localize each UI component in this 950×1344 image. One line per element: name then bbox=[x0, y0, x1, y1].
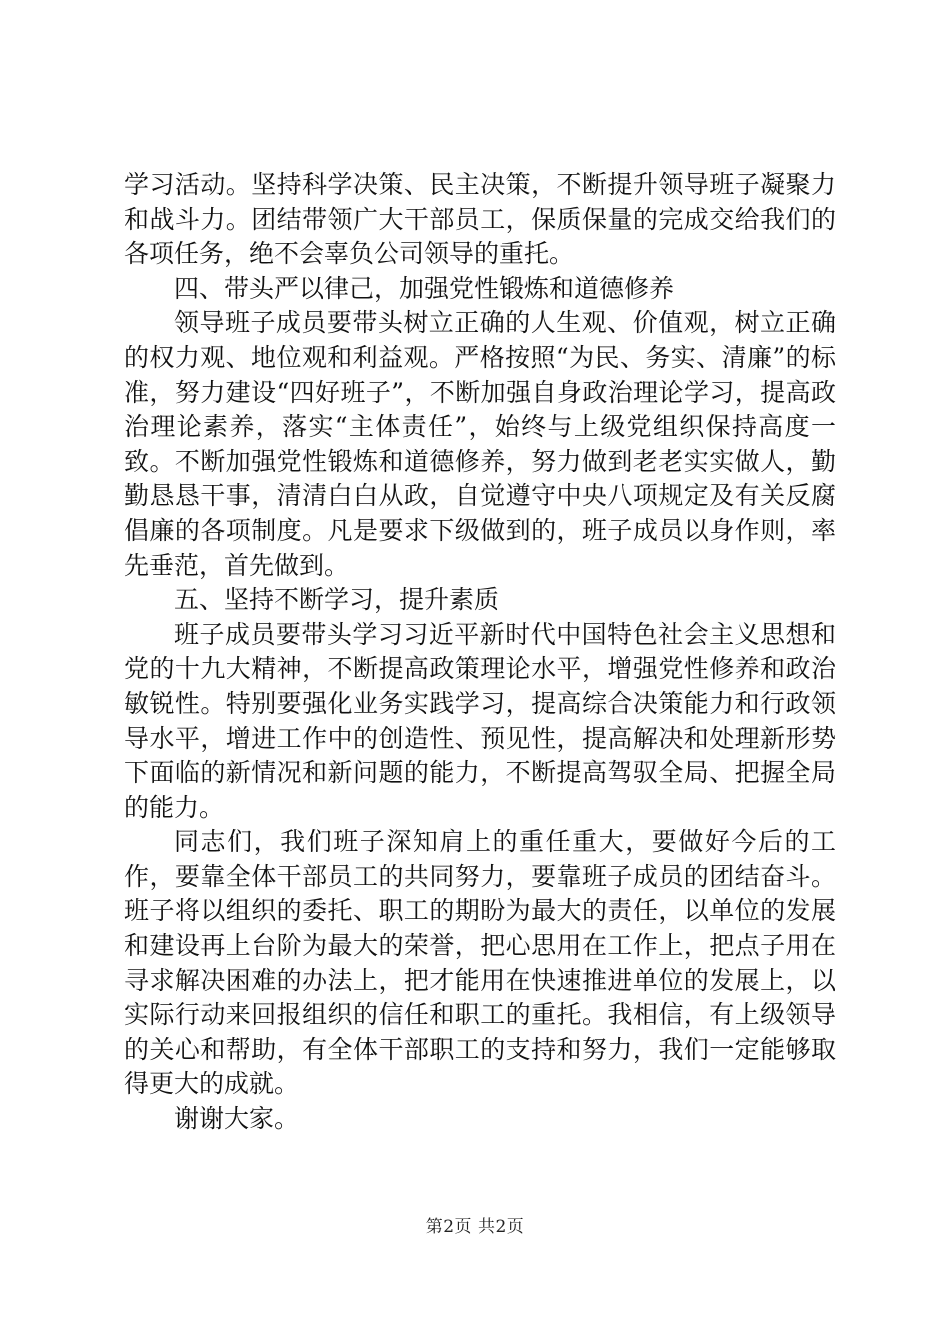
page-number-footer: 第2页 共2页 bbox=[425, 1217, 525, 1237]
document-body bbox=[124, 168, 836, 1137]
paragraph-closing: 同志们，我们班子深知肩上的重任重大，要做好今后的工作，要靠全体干部员工的共同努力，要靠班子成员的团结奋斗。班子将以组织的委托、职工的期盼为最大的责任，以单位的发展和建设再上台阶为最大的荣誉，把心思用在工作上，把点子用在寻求解决困难的办法上，把才能用在快速推进单位的发展上，以实际行动来回报组织的信任和职工的重托。我相信，有上级领导的关心和帮助，有全体干部职工的支持和努力，我们一定能够取得更大的成就。 bbox=[124, 827, 836, 1099]
paragraph-self-discipline: 领导班子成员要带头树立正确的人生观、价值观，树立正确的权力观、地位观和利益观。严格按照“为民、务实、清廉”的标准，努力建设“四好班子”，不断加强自身政治理论学习，提高政治理论素养，落实“主体责任”，始终与上级党组织保持高度一致。不断加强党性锻炼和道德修养，努力做到老老实实做人，勤勤恳恳干事，清清白白从政，自觉遵守中央八项规定及有关反腐倡廉的各项制度。凡是要求下级做到的，班子成员以身作则，率先垂范，首先做到。 bbox=[124, 308, 836, 580]
paragraph-thanks: 谢谢大家。 bbox=[174, 1104, 300, 1134]
paragraph-study: 班子成员要带头学习习近平新时代中国特色社会主义思想和党的十九大精神，不断提高政策理论水平，增强党性修养和政治敏锐性。特别要强化业务实践学习，提高综合决策能力和行政领导水平，增进工作中的创造性、预见性，提高解决和处理新形势下面临的新情况和新问题的能力，不断提高驾驭全局、把握全局的能力。 bbox=[124, 619, 836, 822]
paragraph-continuation: 学习活动。坚持科学决策、民主决策，不断提升领导班子凝聚力和战斗力。团结带领广大干部员工，保质保量的完成交给我们的各项任务，绝不会辜负公司领导的重托。 bbox=[124, 170, 836, 269]
section-heading-4: 四、带头严以律己，加强党性锻炼和道德修养 bbox=[174, 273, 675, 303]
section-heading-5: 五、坚持不断学习，提升素质 bbox=[174, 585, 500, 615]
